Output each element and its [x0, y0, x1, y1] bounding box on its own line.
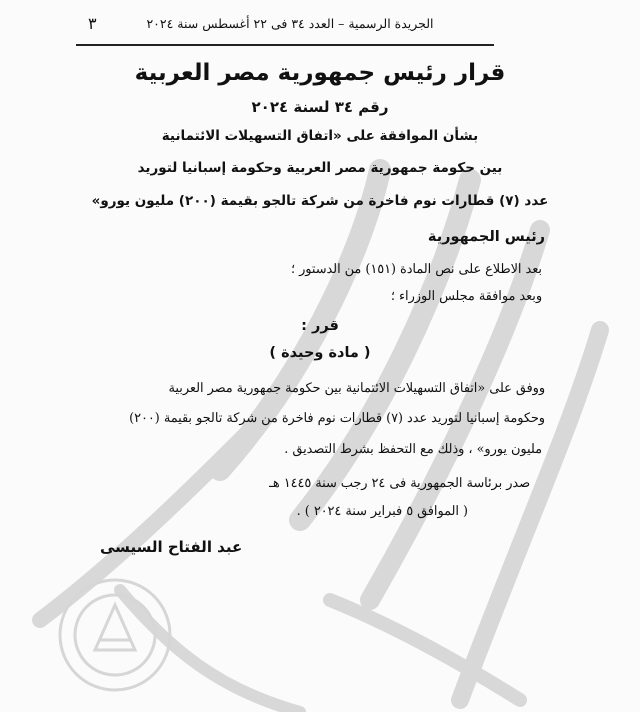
decree-number: رقم ٣٤ لسنة ٢٠٢٤ — [251, 98, 389, 116]
seal-outer-ring — [60, 580, 170, 690]
preamble-line: وبعد موافقة مجلس الوزراء ؛ — [390, 289, 542, 304]
page-number: ٣ — [88, 14, 97, 33]
seal-inner-ring — [75, 595, 155, 675]
header-divider — [76, 44, 494, 46]
preamble-line: بعد الاطلاع على نص المادة (١٥١) من الدستور ؛ — [290, 262, 542, 277]
issuer-heading: رئيس الجمهورية — [427, 229, 545, 245]
decree-title: قرار رئيس جمهورية مصر العربية — [134, 60, 506, 86]
running-head: الجريدة الرسمية – العدد ٣٤ فى ٢٢ أغسطس سنة ٢٠٢٤ — [146, 16, 434, 31]
gregorian-date-line: ( الموافق ٥ فبراير سنة ٢٠٢٤ ) . — [296, 504, 468, 519]
article-text-line: ووفق على «اتفاق التسهيلات الائتمانية بين حكومة جمهورية مصر العربية — [168, 381, 545, 396]
signature: عبد الفتاح السيسى — [100, 538, 243, 556]
seal-emblem — [95, 605, 135, 650]
article-text-line: مليون يورو» ، وذلك مع التحفظ بشرط التصديق . — [284, 442, 542, 457]
watermark-stroke — [40, 430, 250, 620]
subject-line: بين حكومة جمهورية مصر العربية وحكومة إسبانيا لتوريد — [137, 160, 503, 176]
watermark-stroke — [120, 590, 300, 712]
subject-line: بشأن الموافقة على «اتفاق التسهيلات الائتمانية — [161, 128, 479, 144]
subject-line: عدد (٧) قطارات نوم فاخرة من شركة تالجو بقيمة (٢٠٠) مليون يورو» — [91, 193, 549, 209]
single-article-heading: ( مادة وحيدة ) — [269, 345, 371, 361]
decided-heading: قرر : — [301, 318, 339, 334]
watermark-stroke — [330, 600, 520, 700]
article-text-line: وحكومة إسبانيا لتوريد عدد (٧) قطارات نوم فاخرة من شركة تالجو بقيمة (٢٠٠) — [129, 411, 545, 426]
issue-date-line: صدر برئاسة الجمهورية فى ٢٤ رجب سنة ١٤٤٥ هـ — [269, 476, 530, 491]
